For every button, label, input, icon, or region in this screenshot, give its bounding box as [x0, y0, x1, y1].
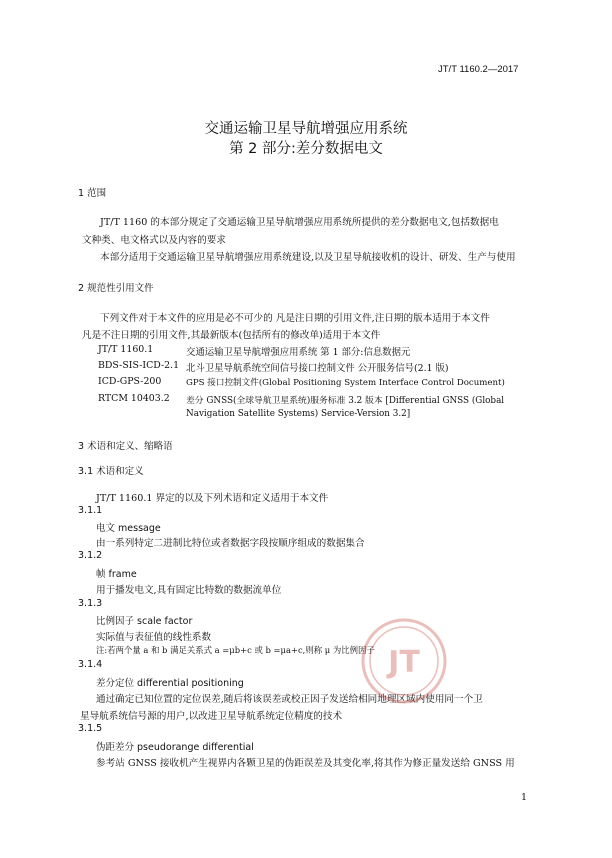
reference-title-continuation: Navigation Satellite Systems) Service-Version 3.2] — [186, 409, 411, 419]
section1-para2: 本部分适用于交通运输卫星导航增强应用系统建设,以及卫星导航接收机的设计、研发、生产与使用 — [100, 252, 516, 263]
section3-1-intro: JT/T 1160.1 界定的以及下列术语和定义适用于本文件 — [96, 493, 329, 504]
section2-heading: 2 规范性引用文件 — [78, 283, 154, 294]
svg-text:JT: JT — [388, 645, 420, 680]
section2-para-line1: 下列文件对于本文件的应用是必不可少的 凡是注日期的引用文件,注日期的版本适用于本文件 — [100, 313, 490, 324]
section1-heading: 1 范围 — [78, 188, 107, 199]
reference-code: BDS-SIS-ICD-2.1 — [98, 360, 180, 371]
reference-title: GPS 接口控制文件(Global Positioning System Interface Control Document) — [186, 378, 505, 388]
document-title-line2: 第 2 部分:差分数据电文 — [229, 141, 383, 157]
document-title-line1: 交通运输卫星导航增强应用系统 — [204, 121, 408, 137]
term-name: 差分定位 differential positioning — [96, 678, 244, 689]
section3-heading: 3 术语和定义、缩略语 — [78, 441, 173, 452]
term-number: 3.1.1 — [78, 505, 103, 516]
reference-code: ICD-GPS-200 — [98, 376, 162, 387]
term-definition: 参考站 GNSS 接收机产生视界内各颗卫星的伪距误差及其变化率,将其作为修正量发送给 GNSS 用 — [96, 758, 515, 769]
document-code: JT/T 1160.2—2017 — [438, 64, 519, 75]
term-number: 3.1.2 — [78, 550, 103, 561]
term-name: 比例因子 scale factor — [96, 616, 193, 627]
term-name: 电文 message — [96, 523, 161, 534]
reference-code: JT/T 1160.1 — [98, 344, 154, 355]
section1-para1-line2: 文种类、电文格式以及内容的要求 — [82, 235, 226, 246]
section2-para-line2: 凡是不注日期的引用文件,其最新版本(包括所有的修改单)适用于本文件 — [82, 330, 381, 341]
reference-code: RTCM 10403.2 — [98, 393, 170, 404]
term-definition: 由一系列特定二进制比特位或者数据字段按顺序组成的数据集合 — [96, 538, 365, 549]
term-number: 3.1.5 — [78, 723, 103, 734]
page-number: 1 — [521, 792, 528, 803]
term-number: 3.1.4 — [78, 659, 103, 670]
term-definition: 用于播发电文,具有固定比特数的数据流单位 — [96, 585, 282, 596]
jt-seal-icon — [360, 617, 448, 705]
term-number: 3.1.3 — [78, 598, 103, 609]
term-name: 帧 frame — [96, 569, 137, 580]
section1-para1-line1: JT/T 1160 的本部分规定了交通运输卫星导航增强应用系统所提供的差分数据电文,包括数据电 — [100, 217, 499, 228]
term-definition-line2: 星导航系统信号源的用户,以改进卫星导航系统定位精度的技术 — [80, 711, 343, 722]
reference-title: 交通运输卫星导航增强应用系统 第 1 部分:信息数据元 — [186, 347, 411, 358]
reference-title: 北斗卫星导航系统空间信号接口控制文件 公开服务信号(2.1 版) — [186, 363, 449, 374]
term-definition: 实际值与表征值的线性系数 — [96, 632, 212, 643]
reference-title: 差分 GNSS(全球导航卫星系统)服务标准 3.2 版本 [Differential GNSS (Global — [186, 396, 505, 406]
section3-1-heading: 3.1 术语和定义 — [78, 466, 144, 477]
term-name: 伪距差分 pseudorange differential — [96, 742, 254, 753]
term-note: 注:若两个量 a 和 b 满足关系式 a =μb+c 或 b =μa+c,则称 μ 为比例因子 — [96, 645, 375, 655]
term-definition-line1: 通过确定已知位置的定位误差,随后将该误差或校正因子发送给相同地理区域内使用同一个卫 — [96, 694, 483, 705]
